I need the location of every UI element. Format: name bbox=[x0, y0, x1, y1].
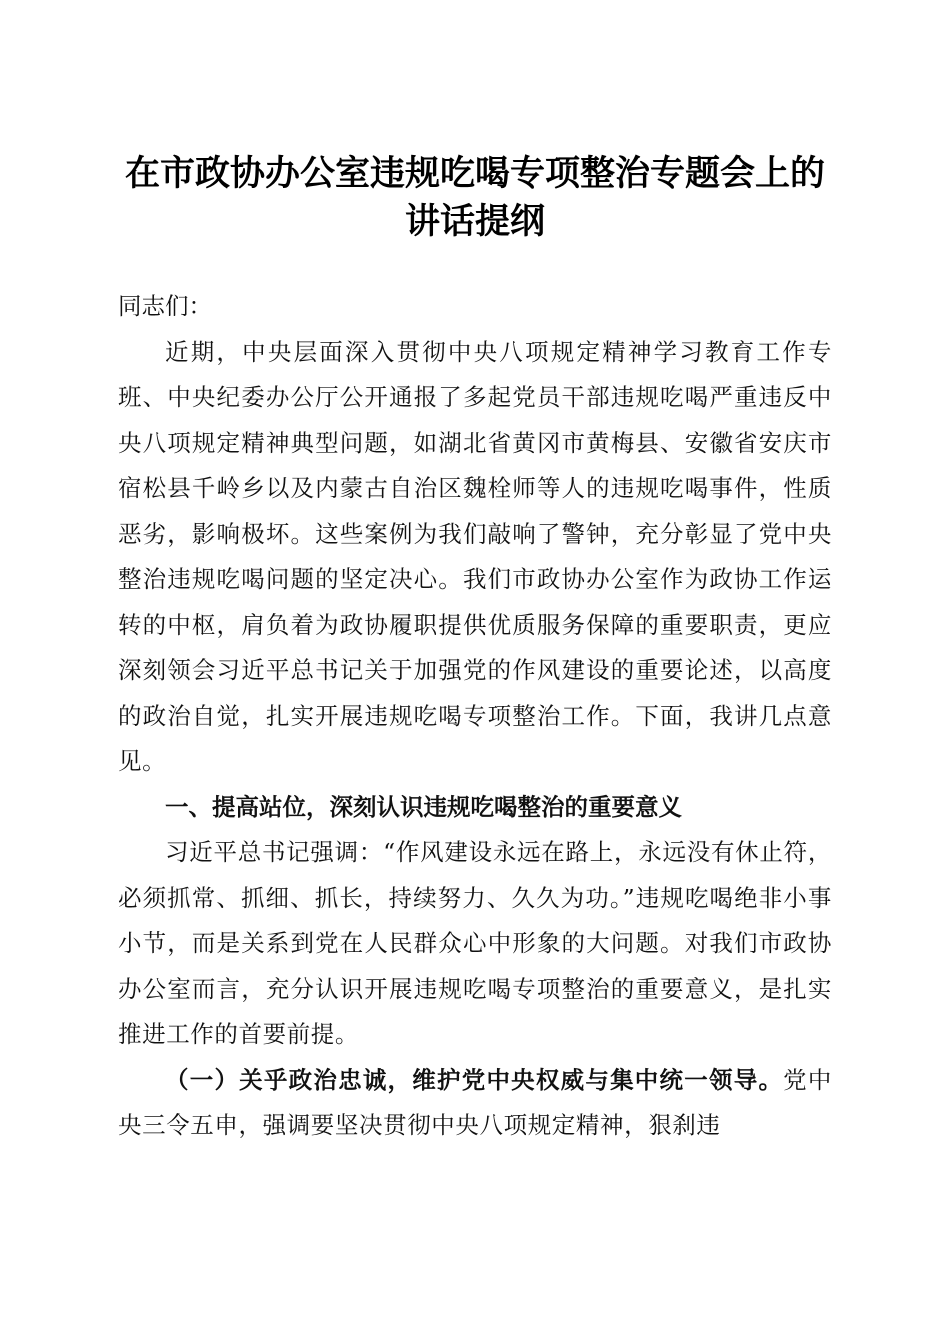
sub-1-text: 党中央三令五申，强调要坚决贯彻中央八项规定精神，狠刹违 bbox=[118, 1065, 832, 1139]
intro-paragraph: 近期，中央层面深入贯彻中央八项规定精神学习教育工作专班、中央纪委办公厅公开通报了多起党员干部违规吃喝严重违反中央八项规定精神典型问题，如湖北省黄冈市黄梅县、安徽省安庆市宿松县千岭乡以及内蒙古自治区魏栓师等人的违规吃喝事件，性质恶劣，影响极坏。这些案例为我们敲响了警钟，充分彰显了党中央整治违规吃喝问题的坚定决心。我们市政协办公室作为政协工作运转的中枢，肩负着为政协履职提供优质服务保障的重要职责，更应深刻领会习近平总书记关于加强党的作风建设的重要论述，以高度的政治自觉，扎实开展违规吃喝专项整治工作。下面，我讲几点意见。 bbox=[118, 337, 832, 775]
document-body bbox=[118, 150, 832, 1149]
title-line-1: 在市政协办公室违规吃喝专项整治专题会上的 bbox=[124, 153, 825, 194]
title-line-2: 讲话提纲 bbox=[404, 201, 545, 242]
section-1-sub-1 bbox=[118, 1058, 832, 1149]
salutation: 同志们： bbox=[118, 292, 212, 320]
section-1-paragraph: 习近平总书记强调：“作风建设永远在路上，永远没有休止符，必须抓常、抓细、抓长，持续努力、久久为功。”违规吃喝绝非小事小节，而是关系到党在人民群众心中形象的大问题。对我们市政协办公室而言，充分认识开展违规吃喝专项整治的重要意义，是扎实推进工作的首要前提。 bbox=[118, 838, 832, 1048]
sub-1-heading: （一）关乎政治忠诚，维护党中央权威与集中统一领导。 bbox=[165, 1065, 784, 1094]
document-title bbox=[118, 150, 832, 246]
section-1-heading: 一、提高站位，深刻认识违规吃喝整治的重要意义 bbox=[165, 792, 682, 821]
